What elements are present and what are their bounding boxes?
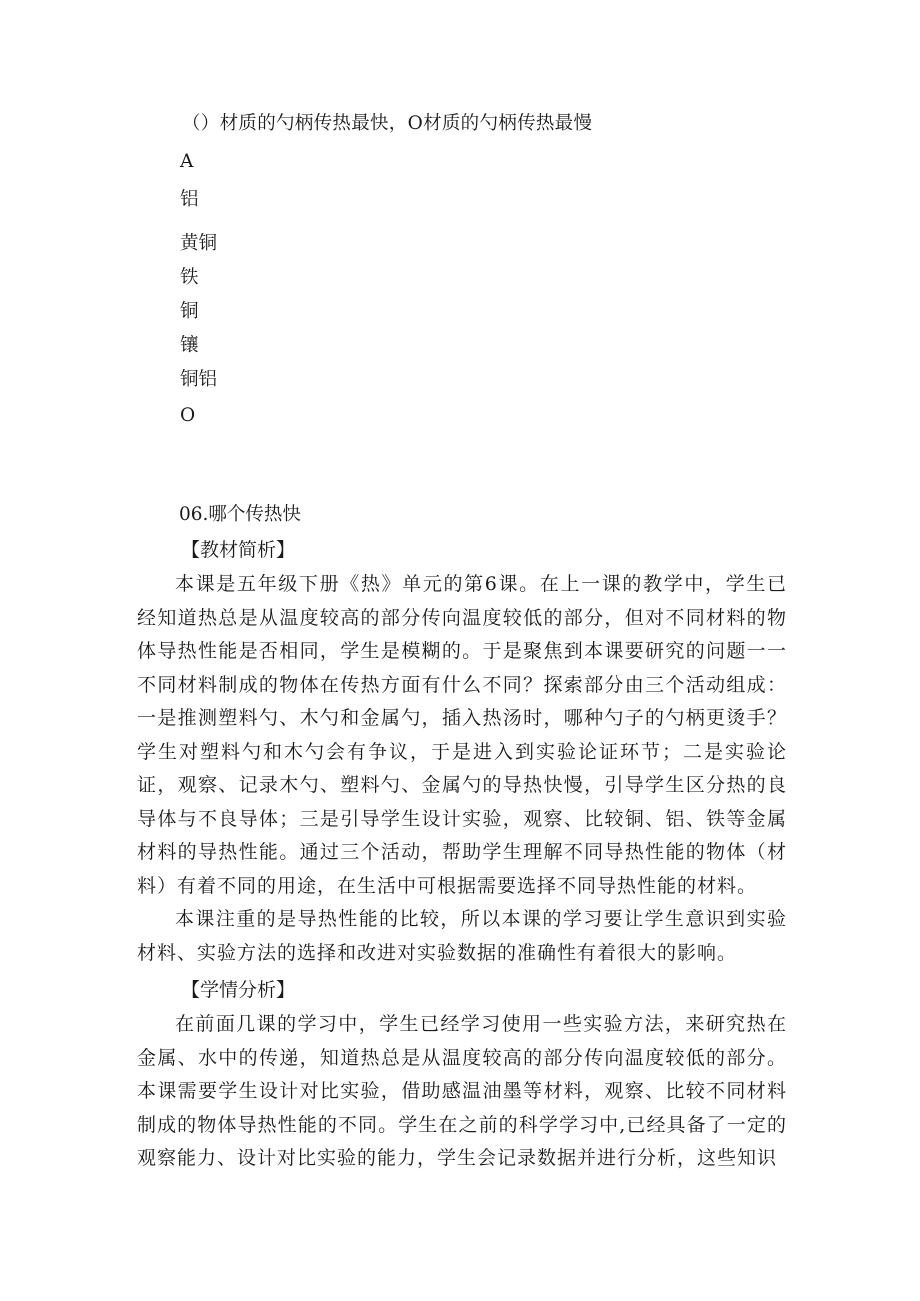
option-label-o: O bbox=[180, 405, 196, 426]
learner-analysis-body bbox=[137, 1008, 787, 1176]
textbook-analysis-body bbox=[137, 568, 787, 970]
option-aluminum: 铝 bbox=[180, 189, 199, 210]
option-nickel: 镶 bbox=[180, 335, 199, 356]
section-heading-learner-analysis: 【学情分析】 bbox=[181, 979, 296, 1001]
question-stem: （）材质的勺柄传热最快，O材质的勺柄传热最慢 bbox=[182, 113, 593, 134]
learner-analysis-paragraph-1: 在前面几课的学习中，学生已经学习使用一些实验方法，来研究热在金属、水中的传递，知道热总是从温度较高的部分传向温度较低的部分。本课需要学生设计对比实验，借助感温油墨等材料，观察、比较不同材料制成的物体导热性能的不同。学生在之前的科学学习中,已经具备了一定的观察能力、设计对比实验的能力，学生会记录数据并进行分析，这些知识 bbox=[137, 1013, 787, 1169]
option-brass: 黄铜 bbox=[180, 233, 218, 254]
option-iron: 铁 bbox=[180, 267, 199, 288]
section-heading-textbook-analysis: 【教材简析】 bbox=[181, 539, 296, 561]
lesson-title: 06.哪个传热快 bbox=[179, 504, 301, 525]
option-label-a: A bbox=[180, 151, 194, 172]
option-copper-aluminum: 铜铝 bbox=[180, 369, 218, 390]
textbook-analysis-paragraph-2: 本课注重的是导热性能的比较，所以本课的学习要让学生意识到实验材料、实验方法的选择和改进对实验数据的准确性有着很大的影响。 bbox=[137, 908, 787, 964]
option-copper: 铜 bbox=[180, 301, 199, 322]
textbook-analysis-paragraph-1: 本课是五年级下册《热》单元的第6课。在上一课的教学中，学生已经知道热总是从温度较高的部分传向温度较低的部分，但对不同材料的物体导热性能是否相同，学生是模糊的。于是聚焦到本课要研究的问题一一不同材料制成的物体在传热方面有什么不同？探索部分由三个活动组成：一是推测塑料勺、木勺和金属勺，插入热汤时，哪种勺子的勺柄更烫手？学生对塑料勺和木勺会有争议，于是进入到实验论证环节；二是实验论证，观察、记录木勺、塑料勺、金属勺的导热快慢，引导学生区分热的良导体与不良导体；三是引导学生设计实验，观察、比较铜、铝、铁等金属材料的导热性能。通过三个活动，帮助学生理解不同导热性能的物体（材料）有着不同的用途，在生活中可根据需要选择不同导热性能的材料。 bbox=[137, 573, 787, 897]
